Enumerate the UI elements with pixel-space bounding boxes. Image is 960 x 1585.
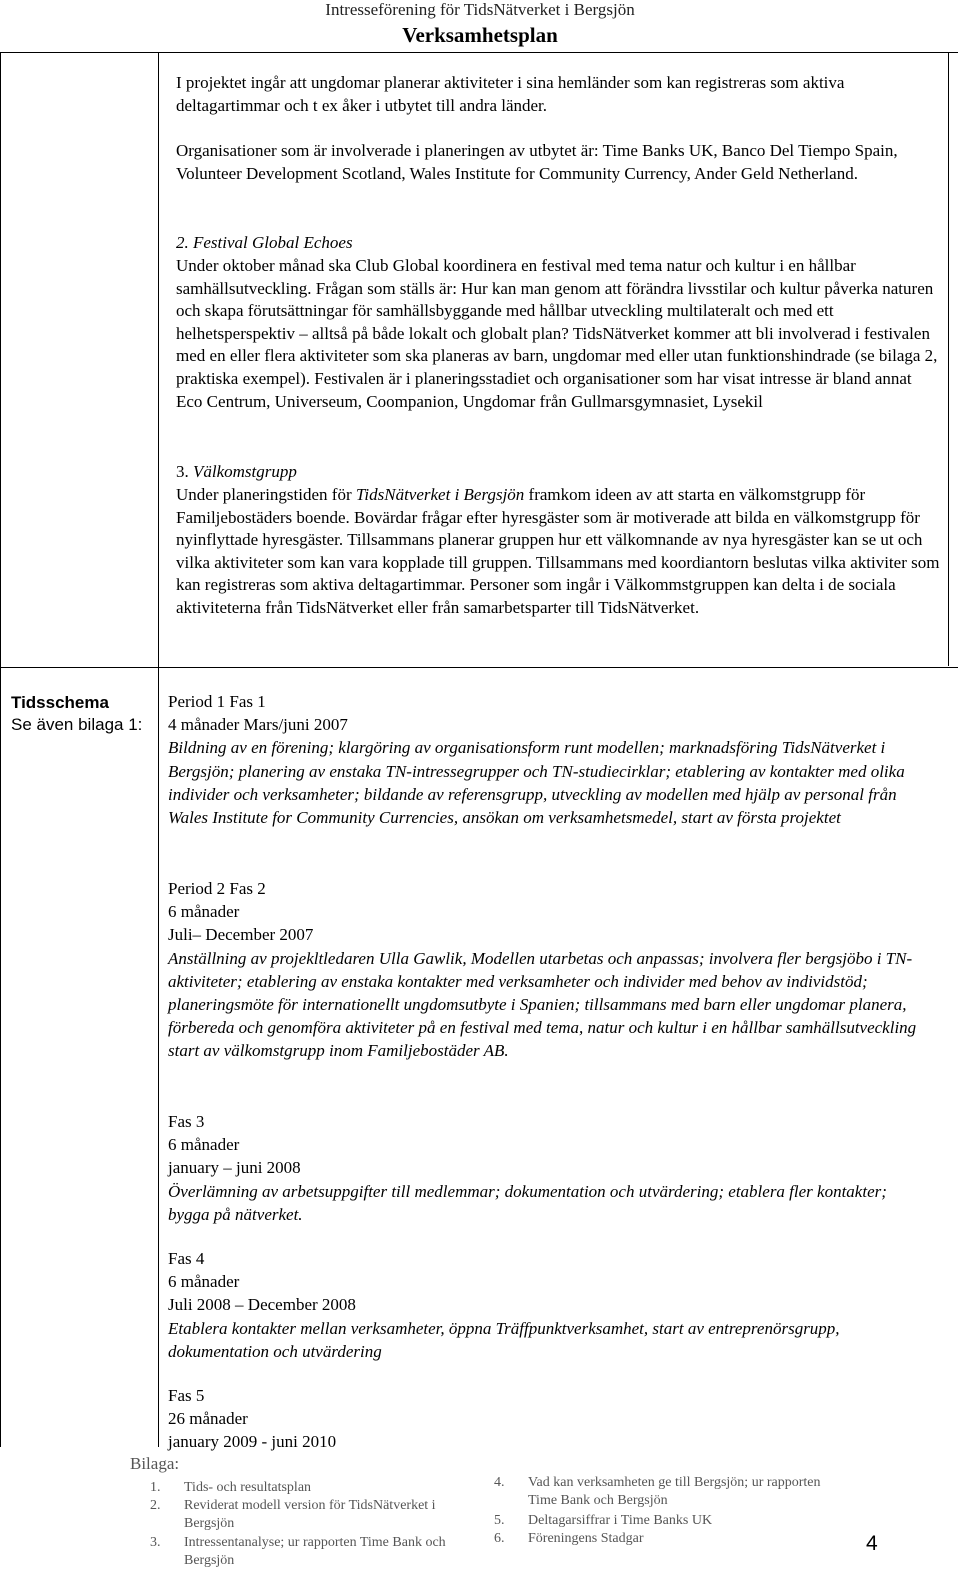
attachment-text: Deltagarsiffrar i Time Banks UK	[528, 1513, 713, 1528]
table-left-border	[0, 52, 1, 1447]
schedule-label-title: Tidsschema	[11, 693, 109, 712]
attachment-item	[494, 1474, 854, 1510]
youth-exchange-paragraph: I projektet ingår att ungdomar planerar aktiviteter i sina hemländer som kan registreras som aktiva deltagartimmar och t ex åker i utbytet till andra länder.	[176, 73, 845, 115]
welcome-heading	[176, 461, 941, 484]
attachment-text: Vad kan verksamheten ge till Bergsjön; ur rapporten Time Bank och Bergsjön	[528, 1475, 821, 1508]
welcome-text-a: Under planeringstiden för	[176, 485, 356, 504]
attachment-item	[150, 1479, 480, 1497]
attachment-text: Intressentanalyse; ur rapporten Time Bank och Bergsjön	[184, 1535, 446, 1568]
page-title: Verksamhetsplan	[402, 23, 558, 47]
schedule-label-note: Se även bilaga 1:	[11, 715, 143, 734]
period-4	[168, 1247, 928, 1363]
attachment-item	[150, 1497, 480, 1533]
organization-header: Intresseförening för TidsNätverket i Bergsjön	[325, 0, 635, 19]
period-5-duration: 26 månader	[168, 1409, 248, 1429]
period-3-title: Fas 3	[168, 1112, 205, 1131]
period-4-dates: Juli 2008 – December 2008	[168, 1295, 356, 1315]
period-5-dates: january 2009 - juni 2010	[168, 1432, 337, 1452]
attachments-heading: Bilaga:	[130, 1454, 180, 1473]
welcome-text-b: framkom ideen av att starta en välkomstgrupp för Familjebostäders boende. Bovärdar frågar efter hyresgäster som är motiverade att bilda en välkomstgrupp för nyinflyttade hyresgäster. Tillsammans planerar gruppen hur ett välkomnande av nya hyresgäster kan se ut och vilka aktiviteter som kan vara kopplade till gruppen. Tillsammans med koordiantorn beslutas vilka aktiviter som kan registreras som aktiva deltagartimmar. Personer som ingår i Välkommstgruppen kan delta i de sociala aktiviteterna från TidsNätverket eller från samarbetsparter till TidsNätverket.	[176, 485, 940, 617]
period-3-description: Överlämning av arbetsuppgifter till medlemmar; dokumentation och utvärdering; etablera fler kontakter; bygga på nätverket.	[168, 1181, 887, 1224]
welcome-heading-number: 3.	[176, 462, 193, 481]
attachment-number: 4.	[494, 1475, 505, 1490]
period-1-description: Bildning av en förening; klargöring av organisationsform runt modellen; marknadsföring TidsNätverket i Bergsjön; planering av enstaka TN-intressegrupper och TN-studiecirklar; etablering av kontakter med olika individer och verksamheter; bildande av referensgrupp, utveckling av modellen med hjälp av personal från Wales Institute for Community Currencies, ansökan om verksamhetsmedel, start av första projektet	[168, 738, 905, 828]
attachment-text: Föreningens Stadgar	[528, 1531, 644, 1546]
attachment-number: 3.	[150, 1535, 161, 1550]
welcome-heading-title: Välkomstgrupp	[193, 462, 297, 481]
period-4-duration: 6 månader	[168, 1272, 240, 1292]
period-2-dates: Juli– December 2007	[168, 925, 314, 945]
table-column-divider	[158, 52, 159, 1447]
period-3-duration: 6 månader	[168, 1135, 240, 1155]
period-1-duration: 4 månader Mars/juni 2007	[168, 715, 348, 735]
festival-heading: 2. Festival Global Echoes	[176, 233, 353, 252]
period-1	[168, 690, 928, 829]
period-3-dates: january – juni 2008	[168, 1158, 301, 1178]
attachment-text: Reviderat modell version för TidsNätverket i Bergsjön	[184, 1498, 436, 1531]
attachment-number: 1.	[150, 1480, 161, 1495]
festival-paragraph: Under oktober månad ska Club Global koordinera en festival med tema natur och kultur i en hållbar samhällsutveckling. Frågan som ställs är: Hur kan man genom att förändra livsstilar och kultur påverka naturen och skapa förutsättningar för samhällsbyggande med hållbar utveckling multilateralt och med ett helhetsperspektiv – alltså på både lokalt och globalt plan? TidsNätverket kommer att bli involverad i festivalen med en eller flera aktiviteter som ska planeras av barn, ungdomar med eller utan funktionshindrade (se bilaga 2, praktiska exempel). Festivalen är i planeringsstadiet och organisationer som har visat intresse är bland annat Eco Centrum, Universeum, Coompanion, Ungdomar från Gullmarsgymnasiet, Lysekil	[176, 256, 938, 411]
welcome-text-org: TidsNätverket i Bergsjön	[355, 485, 525, 504]
table-right-border	[948, 52, 949, 666]
period-2-description: Anställning av projekltledaren Ulla Gawlik, Modellen utarbetas och anpassas; involvera fler bergsjöbo i TN-aktiviteter; etablering av enstaka kontakter med verksamheter och individer med behov av individstöd; planeringsmöte för internationellt ungdomsutbyte i Spanien; tillsammans med barn eller ungdomar planera, förbereda och genomföra aktiviteter på en festival med tema, natur och kultur i en hållbar samhällsutveckling start av välkomstgrupp inom Familjebostäder AB.	[168, 948, 917, 1061]
period-1-title: Period 1 Fas 1	[168, 692, 266, 711]
schedule-label	[11, 692, 151, 736]
period-5-title: Fas 5	[168, 1386, 205, 1405]
period-2	[168, 877, 928, 1063]
welcome-paragraph	[176, 484, 941, 620]
attachment-item	[494, 1512, 854, 1530]
attachment-item	[150, 1534, 480, 1570]
page-number: 4	[866, 1532, 878, 1555]
organisations-paragraph: Organisationer som är involverade i planeringen av utbytet är: Time Banks UK, Banco Del Tiempo Spain, Volunteer Development Scotland, Wales Institute for Community Currency, Ander Geld Netherland.	[176, 141, 898, 183]
attachment-item	[494, 1530, 854, 1548]
period-5	[168, 1384, 928, 1454]
period-2-title: Period 2 Fas 2	[168, 879, 266, 898]
attachment-text: Tids- och resultatsplan	[184, 1480, 312, 1495]
attachment-number: 5.	[494, 1513, 505, 1528]
attachment-number: 6.	[494, 1531, 505, 1546]
period-2-duration: 6 månader	[168, 902, 240, 922]
attachment-number: 2.	[150, 1498, 161, 1513]
period-4-description: Etablera kontakter mellan verksamheter, öppna Träffpunktverksamhet, start av entreprenörsgrupp, dokumentation och utvärdering	[168, 1318, 840, 1361]
period-4-title: Fas 4	[168, 1249, 205, 1268]
period-3	[168, 1110, 928, 1226]
